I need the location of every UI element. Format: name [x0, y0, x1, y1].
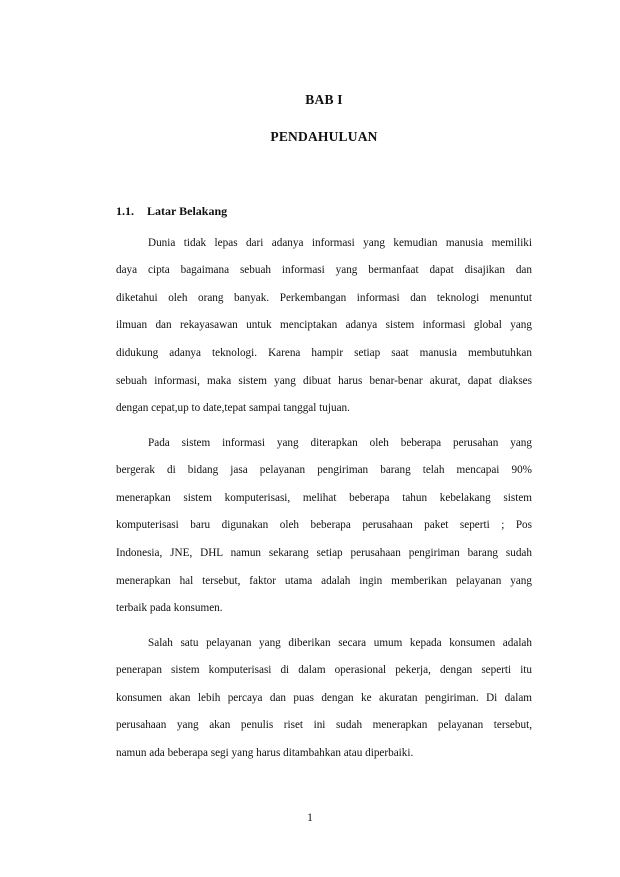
page-number: 1: [307, 812, 313, 824]
text-line: ilmuan dan rekayasawan untuk menciptakan adanya sistem informasi global yang: [116, 319, 532, 331]
text-line: namun ada beberapa segi yang harus ditambahkan atau diperbaiki.: [116, 747, 414, 759]
text-line: konsumen akan lebih percaya dan puas dengan ke akuratan pengiriman. Di dalam: [116, 692, 532, 704]
text-line: menerapkan hal tersebut, faktor utama adalah ingin memberikan pelayanan yang: [116, 575, 532, 587]
text-line: diketahui oleh orang banyak. Perkembangan informasi dan teknologi menuntut: [116, 292, 532, 304]
text-line: Indonesia, JNE, DHL namun sekarang setiap perusahaan pengiriman barang sudah: [116, 547, 532, 559]
text-line: terbaik pada konsumen.: [116, 602, 223, 614]
chapter-number: BAB I: [305, 92, 343, 107]
text-line: komputerisasi baru digunakan oleh beberapa perusahaan paket seperti ; Pos: [116, 519, 532, 531]
section-number: 1.1.: [116, 204, 134, 218]
section-title: Latar Belakang: [147, 204, 228, 218]
section-heading: [116, 204, 227, 219]
chapter-title: PENDAHULUAN: [270, 129, 378, 144]
text-line: perusahaan yang akan penulis riset ini sudah menerapkan pelayanan tersebut,: [116, 719, 532, 731]
text-line: penerapan sistem komputerisasi di dalam operasional pekerja, dengan seperti itu: [116, 664, 532, 676]
text-line: daya cipta bagaimana sebuah informasi yang bermanfaat dapat disajikan dan: [116, 264, 532, 276]
text-line: Salah satu pelayanan yang diberikan secara umum kepada konsumen adalah: [148, 637, 532, 649]
text-line: didukung adanya teknologi. Karena hampir setiap saat manusia membutuhkan: [116, 347, 532, 359]
text-line: sebuah informasi, maka sistem yang dibuat harus benar-benar akurat, dapat diakses: [116, 375, 532, 387]
text-line: menerapkan sistem komputerisasi, melihat beberapa tahun kebelakang sistem: [116, 492, 532, 504]
text-line: bergerak di bidang jasa pelayanan pengiriman barang telah mencapai 90%: [116, 464, 532, 476]
text-line: dengan cepat,up to date,tepat sampai tanggal tujuan.: [116, 402, 350, 414]
text-line: Pada sistem informasi yang diterapkan oleh beberapa perusahan yang: [148, 437, 532, 449]
text-line: Dunia tidak lepas dari adanya informasi yang kemudian manusia memiliki: [148, 237, 532, 249]
